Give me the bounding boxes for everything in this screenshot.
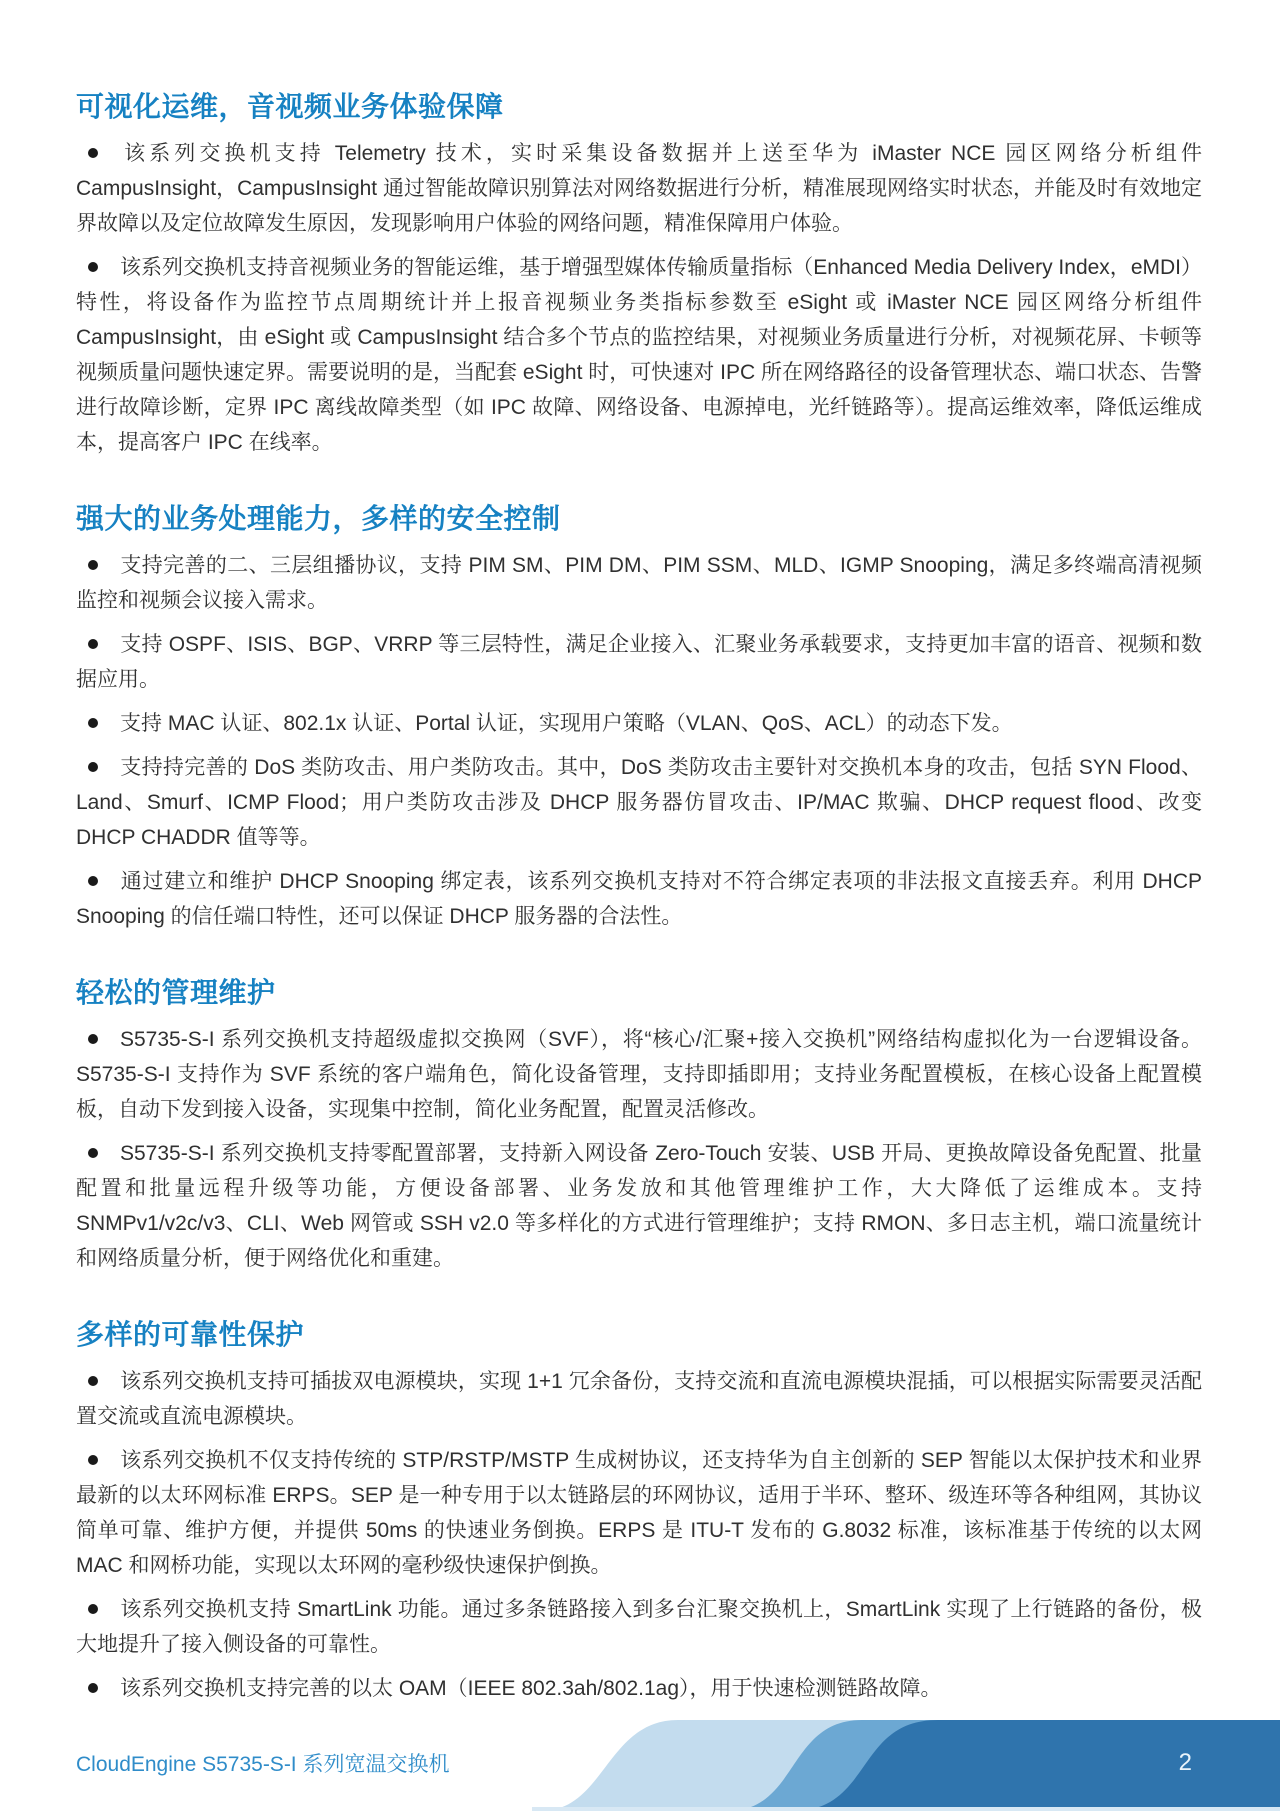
bullet-text: 该系列交换机支持 Telemetry 技术，实时采集设备数据并上送至华为 iMaster NCE 园区网络分析组件 CampusInsight，CampusInsight 通过智能故障识别算法对网络数据进行分析，精准展现网络实时状态，并能及时有效地定界故障以及定位故障发生原因，发现影响用户体验的网络问题，精准保障用户体验。 [76, 142, 1202, 235]
bullet-paragraph [76, 1592, 1202, 1662]
bullet-icon [88, 1683, 98, 1693]
bullet-paragraph [76, 864, 1202, 934]
bullet-paragraph [76, 1136, 1202, 1276]
bullet-paragraph [76, 1364, 1202, 1434]
bullet-icon [88, 876, 98, 886]
footer-doc-title: CloudEngine S5735-S-I 系列宽温交换机 [76, 1753, 450, 1776]
bullet-text: S5735-S-I 系列交换机支持零配置部署，支持新入网设备 Zero-Touch 安装、USB 开局、更换故障设备免配置、批量配置和批量远程升级等功能，方便设备部署、业务发放和其他管理维护工作，大大降低了运维成本。支持 SNMPv1/v2c/v3、CLI、Web 网管或 SSH v2.0 等多样化的方式进行管理维护；支持 RMON、多日志主机，端口流量统计和网络质量分析，便于网络优化和重建。 [76, 1142, 1202, 1270]
bullet-text: 该系列交换机支持音视频业务的智能运维，基于增强型媒体传输质量指标（Enhanced Media Delivery Index，eMDI）特性，将设备作为监控节点周期统计并上报音视频业务类指标参数至 eSight 或 iMaster NCE 园区网络分析组件 CampusInsight，由 eSight 或 CampusInsight 结合多个节点的监控结果，对视频业务质量进行分析，对视频花屏、卡顿等视频质量问题快速定界。需要说明的是，当配套 eSight 时，可快速对 IPC 所在网络路径的设备管理状态、端口状态、告警进行故障诊断，定界 IPC 离线故障类型（如 IPC 故障、网络设备、电源掉电，光纤链路等）。提高运维效率，降低运维成本，提高客户 IPC 在线率。 [76, 256, 1202, 454]
section-title: 多样的可靠性保护 [76, 1319, 305, 1350]
bullet-icon [88, 639, 98, 649]
section-easy-management [76, 974, 1202, 1276]
bullet-text: 该系列交换机不仅支持传统的 STP/RSTP/MSTP 生成树协议，还支持华为自主创新的 SEP 智能以太保护技术和业界最新的以太环网标准 ERPS。SEP 是一种专用于以太链路层的环网协议，适用于半环、整环、级连环等各种组网，其协议简单可靠、维护方便，并提供 50ms 的快速业务倒换。ERPS 是 ITU-T 发布的 G.8032 标准，该标准基于传统的以太网 MAC 和网桥功能，实现以太环网的毫秒级快速保护倒换。 [76, 1449, 1202, 1577]
bullet-icon [88, 148, 98, 158]
bullet-icon [88, 1034, 98, 1044]
bullet-text: 通过建立和维护 DHCP Snooping 绑定表，该系列交换机支持对不符合绑定表项的非法报文直接丢弃。利用 DHCP Snooping 的信任端口特性，还可以保证 DHCP 服务器的合法性。 [76, 870, 1202, 928]
bullet-paragraph [76, 750, 1202, 855]
section-title: 强大的业务处理能力，多样的安全控制 [76, 503, 561, 534]
bullet-paragraph [76, 627, 1202, 697]
bullet-icon [88, 1148, 98, 1158]
section-title: 轻松的管理维护 [76, 977, 276, 1008]
bullet-icon [88, 1455, 98, 1465]
bullet-text: 该系列交换机支持完善的以太 OAM（IEEE 802.3ah/802.1ag），用于快速检测链路故障。 [120, 1677, 942, 1700]
bullet-paragraph [76, 548, 1202, 618]
section-service-security [76, 500, 1202, 934]
bullet-text: S5735-S-I 系列交换机支持超级虚拟交换网（SVF），将“核心/汇聚+接入交换机”网络结构虚拟化为一台逻辑设备。S5735-S-I 支持作为 SVF 系统的客户端角色，简化设备管理，支持即插即用；支持业务配置模板，在核心设备上配置模板，自动下发到接入设备，实现集中控制，简化业务配置，配置灵活修改。 [76, 1028, 1202, 1121]
section-reliability [76, 1316, 1202, 1706]
bullet-icon [88, 718, 98, 728]
bullet-paragraph [76, 706, 1202, 741]
bullet-paragraph [76, 136, 1202, 241]
bullet-text: 支持 OSPF、ISIS、BGP、VRRP 等三层特性，满足企业接入、汇聚业务承载要求，支持更加丰富的语音、视频和数据应用。 [76, 633, 1202, 691]
bullet-paragraph [76, 1443, 1202, 1583]
bullet-text: 支持完善的二、三层组播协议，支持 PIM SM、PIM DM、PIM SSM、MLD、IGMP Snooping，满足多终端高清视频监控和视频会议接入需求。 [76, 554, 1202, 612]
page-number: 2 [1178, 1749, 1192, 1776]
bullet-text: 该系列交换机支持 SmartLink 功能。通过多条链路接入到多台汇聚交换机上，SmartLink 实现了上行链路的备份，极大地提升了接入侧设备的可靠性。 [76, 1598, 1202, 1656]
wave-bottom-strip [532, 1807, 1280, 1811]
bullet-paragraph [76, 1671, 1202, 1706]
section-visual-om [76, 88, 1202, 460]
page-footer [0, 1720, 1280, 1811]
bullet-icon [88, 1604, 98, 1614]
bullet-text: 支持持完善的 DoS 类防攻击、用户类防攻击。其中，DoS 类防攻击主要针对交换机本身的攻击，包括 SYN Flood、Land、Smurf、ICMP Flood；用户类防攻击涉及 DHCP 服务器仿冒攻击、IP/MAC 欺骗、DHCP request flood、改变 DHCP CHADDR 值等等。 [76, 756, 1202, 849]
bullet-icon [88, 1376, 98, 1386]
bullet-text: 该系列交换机支持可插拔双电源模块，实现 1+1 冗余备份，支持交流和直流电源模块混插，可以根据实际需要灵活配置交流或直流电源模块。 [76, 1370, 1202, 1428]
bullet-paragraph [76, 1022, 1202, 1127]
bullet-icon [88, 262, 98, 272]
bullet-icon [88, 762, 98, 772]
bullet-icon [88, 560, 98, 570]
bullet-text: 支持 MAC 认证、802.1x 认证、Portal 认证，实现用户策略（VLAN、QoS、ACL）的动态下发。 [120, 712, 1013, 735]
section-title: 可视化运维，音视频业务体验保障 [76, 91, 504, 122]
bullet-paragraph [76, 250, 1202, 460]
